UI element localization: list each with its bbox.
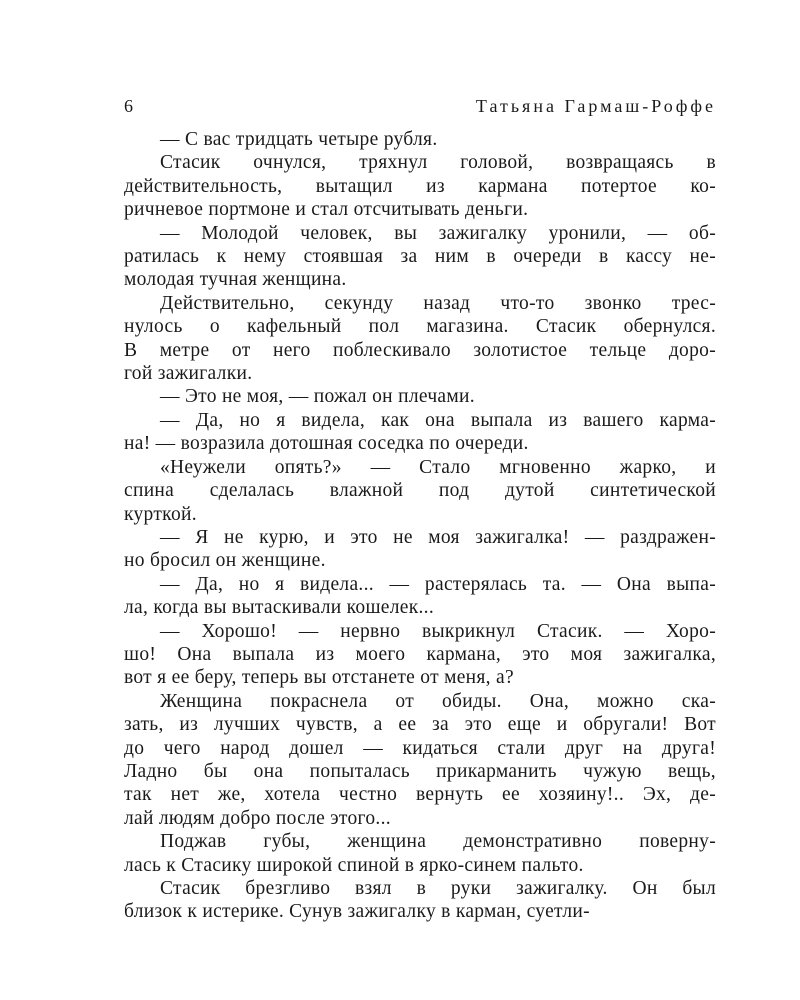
- page-number: 6: [124, 96, 133, 116]
- text-line: но бросил он женщине.: [124, 550, 326, 572]
- text-line: Действительно, секунду назад что-то звонко трес-: [160, 292, 716, 314]
- text-line: Ладно бы она попыталась прикарманить чужую вещь,: [124, 760, 716, 782]
- text-line: Поджав губы, женщина демонстративно поверну-: [160, 831, 716, 853]
- text-line: ричневое портмоне и стал отсчитывать деньги.: [124, 199, 529, 221]
- text-line: — Это не моя, — пожал он плечами.: [160, 386, 475, 408]
- text-line: шо! Она выпала из моего кармана, это моя зажигалка,: [124, 643, 716, 665]
- body-text: [124, 128, 716, 924]
- text-line: молодая тучная женщина.: [124, 269, 347, 291]
- text-line: действительность, вытащил из кармана потертое ко-: [124, 175, 716, 197]
- text-line: — Я не курю, и это не моя зажигалка! — раздражен-: [160, 526, 716, 548]
- paragraph: [124, 526, 716, 573]
- paragraph: [124, 151, 716, 221]
- text-line: Стасик брезгливо взял в руки зажигалку. Он был: [160, 878, 716, 899]
- paragraph: [124, 128, 716, 151]
- running-head: [124, 94, 716, 118]
- text-line: В метре от него поблескивало золотистое тельце доро-: [124, 339, 716, 361]
- paragraph: [124, 830, 716, 877]
- text-line: нулось о кафельный пол магазина. Стасик обернулся.: [124, 316, 716, 338]
- paragraph: [124, 690, 716, 830]
- paragraph: [124, 573, 716, 620]
- book-page: [124, 94, 716, 924]
- text-line: ратилась к нему стоявшая за ним в очереди в кассу не-: [124, 246, 716, 268]
- text-line: вот я ее беру, теперь вы отстанете от меня, а?: [124, 667, 514, 689]
- paragraph: [124, 385, 716, 408]
- paragraph: [124, 292, 716, 386]
- text-line: — С вас тридцать четыре рубля.: [160, 129, 438, 150]
- text-line: курткой.: [124, 503, 197, 525]
- paragraph: [124, 222, 716, 292]
- text-line: Стасик очнулся, тряхнул головой, возвращаясь в: [160, 152, 716, 174]
- text-line: так нет же, хотела честно вернуть ее хозяину!.. Эх, де-: [124, 784, 716, 806]
- text-line: ла, когда вы вытаскивали кошелек...: [124, 597, 435, 619]
- text-line: лай людям добро после этого...: [124, 807, 391, 829]
- paragraph: [124, 409, 716, 456]
- text-line: до чего народ дошел — кидаться стали друг на друга!: [124, 737, 716, 759]
- paragraph: [124, 620, 716, 690]
- text-line: — Молодой человек, вы зажигалку уронили, — об-: [160, 222, 716, 244]
- text-line: на! — возразила дотошная соседка по очереди.: [124, 433, 529, 455]
- paragraph: [124, 877, 716, 924]
- text-line: Женщина покраснела от обиды. Она, можно ска-: [160, 690, 716, 712]
- text-line: — Да, но я видела, как она выпала из вашего карма-: [160, 409, 716, 431]
- text-line: «Неужели опять?» — Стало мгновенно жарко, и: [160, 456, 716, 478]
- author-name: Татьяна Гармаш-Роффе: [475, 96, 716, 116]
- text-line: — Да, но я видела... — растерялась та. — Она выпа-: [160, 573, 716, 595]
- paragraph: [124, 456, 716, 526]
- text-line: — Хорошо! — нервно выкрикнул Стасик. — Хоро-: [160, 620, 716, 642]
- text-line: близок к истерике. Сунув зажигалку в карман, суетли-: [124, 901, 590, 923]
- text-line: лась к Стасику широкой спиной в ярко-синем пальто.: [124, 854, 584, 876]
- text-line: гой зажигалки.: [124, 363, 253, 385]
- text-line: спина сделалась влажной под дутой синтетической: [124, 480, 716, 502]
- text-line: зать, из лучших чувств, а ее за это еще и обругали! Вот: [124, 714, 716, 736]
